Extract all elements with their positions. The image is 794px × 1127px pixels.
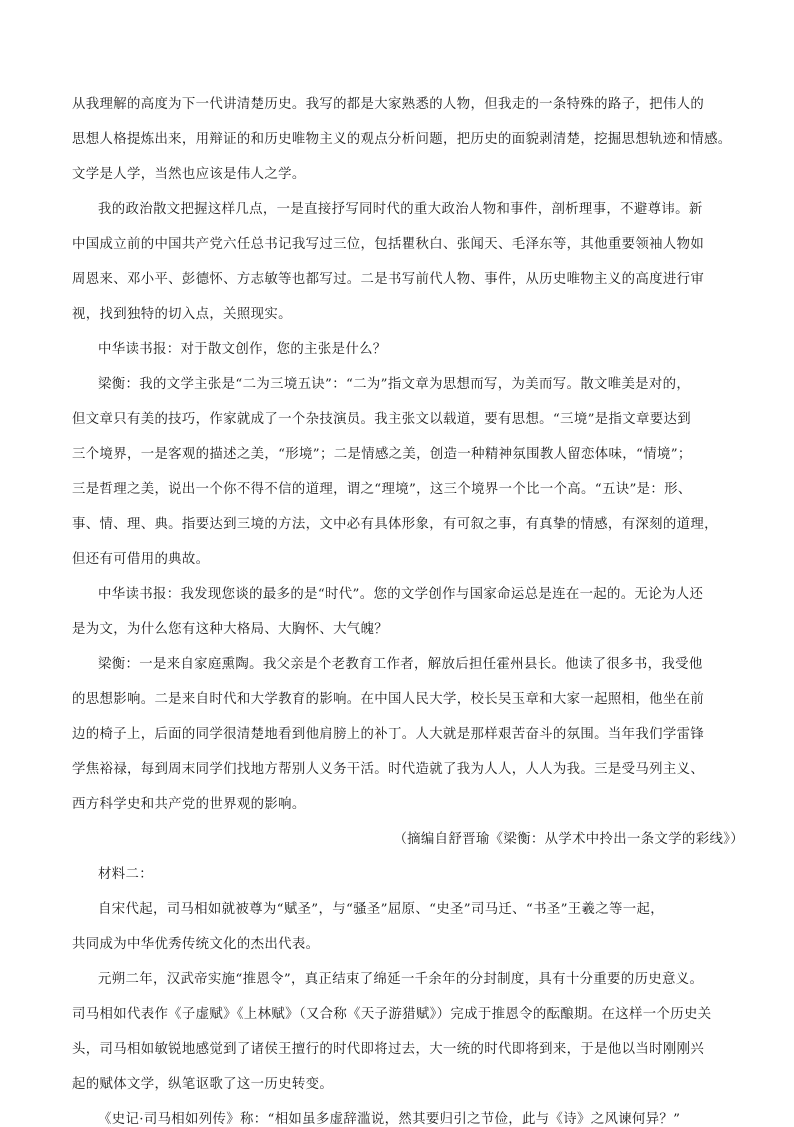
paragraph-line: 自宋代起，司马相如就被尊为“赋圣”，与“骚圣”屈原、“史圣”司马迁、“书圣”王羲之等一起， [98,902,664,917]
paragraph-line: 边的椅子上，后面的同学很清楚地看到他肩膀上的补丁。人大就是那样艰苦奋斗的氛围。当年我们学雷锋 [72,727,705,742]
paragraph-line: 我的政治散文把握这样几点，一是直接抒写同时代的重大政治人物和事件，剖析理事，不避尊讳。新 [98,202,703,217]
paragraph-line: 元朔二年，汉武帝实施“推恩令”，真正结束了绵延一千余年的分封制度，具有十分重要的历史意义。 [98,972,704,987]
paragraph-line: 视，找到独特的切入点，关照现实。 [72,307,292,322]
paragraph-line: 起的赋体文学，纵笔讴歌了这一历史转变。 [72,1077,334,1092]
interview-question: 中华读书报：我发现您谈的最多的是“时代”。您的文学创作与国家命运总是连在一起的。无论为人还 [98,587,704,602]
source-citation: （摘编自舒晋瑜《梁衡：从学术中拎出一条文学的彩线》） [393,832,744,847]
paragraph-line: 三个境界，一是客观的描述之美，“形境”；二是情感之美，创造一种精神氛围教人留恋体味，“情境”； [72,447,692,462]
paragraph-line: 头，司马相如敏锐地感觉到了诸侯王擅行的时代即将过去，大一统的时代即将到来，于是他以当时刚刚兴 [72,1042,705,1057]
paragraph-line: 共同成为中华优秀传统文化的杰出代表。 [72,937,320,952]
paragraph-line: 司马相如代表作《子虚赋》《上林赋》（又合称《天子游猎赋》）完成于推恩令的酝酿期。在这样一个历史关 [72,1007,712,1022]
paragraph-line: 中国成立前的中国共产党六任总书记我写过三位，包括瞿秋白、张闻天、毛泽东等，其他重要领袖人物如 [72,237,705,252]
paragraph-line: 三是哲理之美，说出一个你不得不信的道理，谓之“理境”，这三个境界一个比一个高。“五诀”是：形、 [72,482,692,497]
paragraph-line: 西方科学史和共产党的世界观的影响。 [72,797,306,812]
paragraph-line: 但还有可借用的典故。 [72,552,210,567]
paragraph-line: 从我理解的高度为下一代讲清楚历史。我写的都是大家熟悉的人物，但我走的一条特殊的路子，把伟人的 [72,97,705,112]
paragraph-line: 的思想影响。二是来自时代和大学教育的影响。在中国人民大学，校长吴玉章和大家一起照相，他坐在前 [72,692,705,707]
section-heading: 材料二： [98,867,153,882]
paragraph-line: 梁衡：一是来自家庭熏陶。我父亲是个老教育工作者，解放后担任霍州县长。他读了很多书，我受他 [98,657,703,672]
paragraph-line: 但文章只有美的技巧，作家就成了一个杂技演员。我主张文以载道，要有思想。“三境”是指文章要达到 [72,412,691,427]
paragraph-line: 学焦裕禄，每到周末同学们找地方帮别人义务干活。时代造就了我为人人，人人为我。三是受马列主义、 [72,762,705,777]
paragraph-line: 周恩来、邓小平、彭德怀、方志敏等也都写过。二是书写前代人物、事件，从历史唯物主义的高度进行审 [72,272,705,287]
interview-question: 中华读书报：对于散文创作，您的主张是什么？ [98,342,387,357]
paragraph-line: 梁衡：我的文学主张是“二为三境五诀”：“二为”指文章为思想而写，为美而写。散文唯美是对的， [98,377,691,392]
paragraph-line: 文学是人学，当然也应该是伟人之学。 [72,167,306,182]
paragraph-line: 思想人格提炼出来，用辩证的和历史唯物主义的观点分析问题，把历史的面貌剥清楚，挖掘思想轨迹和情感。 [72,132,732,147]
paragraph-line: 事、情、理、典。指要达到三境的方法，文中必有具体形象，有可叙之事，有真挚的情感，有深刻的道理， [72,517,718,532]
paragraph-line: 是为文，为什么您有这种大格局、大胸怀、大气魄？ [72,622,389,637]
paragraph-line: 《史记·司马相如列传》称：“相如虽多虚辞滥说，然其要归引之节俭，此与《诗》之风谏何异？” [98,1112,681,1127]
